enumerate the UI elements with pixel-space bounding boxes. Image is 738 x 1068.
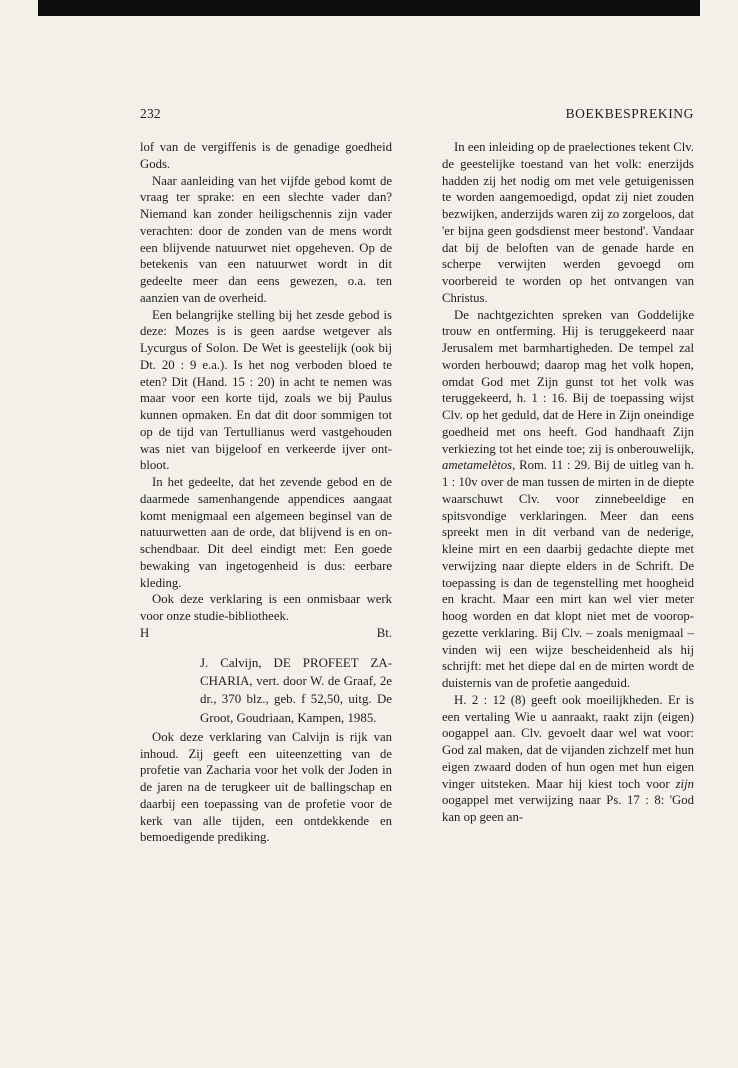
section-title: BOEKBESPREKING bbox=[565, 106, 694, 121]
page-number: 232 bbox=[140, 106, 161, 121]
paragraph: In het gedeelte, dat het zevende gebod en de daarmede samenhangende appendices aangaat komt menigmaal een algemeen beginsel van de natuurwetten aan de orde, dat blijvend is en onschendbaar. Dit deel eindigt met: Een goede bewaking van ingetogenheid is dus: eerbare kleding. bbox=[140, 475, 392, 590]
paragraph: Naar aanleiding van het vijfde gebod komt de vraag ter sprake: en een slechte vader dan? Niemand kan zonder heiligschennis zijn vader verachten: door de zonden van de mens wordt een blijvende natuurwet niet opgeheven. Op de betekenis van een natuurwet wordt in dit gedeelte meer dan eens gewezen, o.a. ten aanzien van de overheid. bbox=[140, 173, 392, 305]
paragraph: In een inleiding op de praelectiones tekent Clv. de geestelijke toestand van het volk: enerzijds hadden zij het nodig om met vele getuigenissen te worden aangemoedigd, opdat zij niet zouden bezwijken, anderzijds waren zij zo zorgeloos, dat 'er bijna geen godsdienst meer bestond'. Vandaar dat bij de beloften van de genade harde en scherpe verwijten werden gevoegd om voorbereid te worden op het ontvangen van Christus. bbox=[442, 140, 694, 305]
right-column bbox=[442, 139, 694, 826]
text-run: Rom. 11 : 29. Bij de uitleg van h. 1 : 10v over de man tussen de mirten in de diepte waarschuwt Clv. voor zinnebeeldige en spitsvondige verklaringen. Meer dan eens spreekt men in dit verband van de nederige, kleine mirt en een daarbij gedachte diepte met verwijzing naar diepte elders in de Schrift. De toepassing is dan de tegenstelling met hoogheid en kracht. Maar een mirt kan wel vier meter hoog worden en dat klopt niet met de vooropgezette verklaring. Bij Clv. – zoals menigmaal – vinden wij een wijze bescheidenheid als hij schrijft: met het diepe dal en de mirten wordt de duisternis van de profetie aangeduid. bbox=[442, 458, 694, 690]
paragraph: Een belangrijke stelling bij het zesde gebod is deze: Mozes is is geen aardse wetgever als Lycurgus of Solon. De Wet is geestelijk (ook bij Dt. 20 : 9 e.a.). Is het nog verboden bloed te eten? Dit (Hand. 15 : 20) in acht te nemen was maar voor een korte tijd, zoals we bij Paulus kunnen opmaken. En dat dit door sommigen tot op de tijd van Tertullianus werd vastgehouden was niet van bijgeloof en verkeerde ijver ontbloot. bbox=[140, 307, 392, 473]
scan-top-border bbox=[38, 0, 700, 16]
left-column bbox=[140, 139, 392, 846]
paragraph bbox=[442, 307, 694, 692]
italic-term: zijn bbox=[675, 776, 694, 791]
signature-initial-left: H bbox=[140, 625, 150, 640]
paragraph: Ook deze verklaring van Calvijn is rijk van inhoud. Zij geeft een uiteenzetting van de profetie van Zacharia voor het volk der Joden in de jaren na de terugkeer uit de ballingschap en daarbij een toepassing van de profetie voor de kerk van alle tijden, een ontdekkende en bemoedigende prediking. bbox=[140, 729, 392, 845]
text-run: De nachtgezichten spreken van Goddelijke trouw en ontferming. Hij is teruggekeerd naar Jerusalem met barmhartigheden. De tempel zal worden herbouwd; daarop mag het volk hopen, omdat God met Zijn gunst tot het volk was teruggekeerd, h. 1 : 16. Bij de toepassing wijst Clv. op het geduld, dat de Here in Zijn oneindige goedheid met ons heeft. God handhaaft Zijn verkiezing tot het einde toe; zij is onberouwelijk, bbox=[442, 307, 694, 456]
book-reference-text: J. Calvijn, DE PROFEET ZACHARIA, vert. door W. de Graaf, 2e dr., 370 blz., geb. f 52,50, uitg. De Groot, Goudriaan, Kampen, 1985. bbox=[200, 655, 392, 725]
text-run: H. 2 : 12 (8) geeft ook moeilijkheden. Er is een vertaling Wie u aanraakt, raakt zijn (eigen) oogappel aan. Clv. gevoelt daar wel wat voor: God zal maken, dat de vijanden zichzelf met hun eigen zwaard doden of hun ogen met hun eigen vinger uitsteken. Maar hij kiest toch voor bbox=[442, 692, 694, 791]
italic-term: ametamelètos, bbox=[442, 458, 516, 473]
paragraph: lof van de vergiffenis is de genadige goedheid Gods. bbox=[140, 140, 392, 171]
paragraph: Ook deze verklaring is een onmisbaar werk voor onze studie-bibliotheek. bbox=[140, 592, 392, 623]
text-run: oogappel met verwijzing naar Ps. 17 : 8: 'God kan op geen an- bbox=[442, 793, 694, 824]
paragraph bbox=[442, 692, 694, 826]
book-reference bbox=[200, 654, 392, 727]
signature-initial-right: Bt. bbox=[376, 625, 392, 640]
reviewer-signature bbox=[140, 625, 392, 642]
